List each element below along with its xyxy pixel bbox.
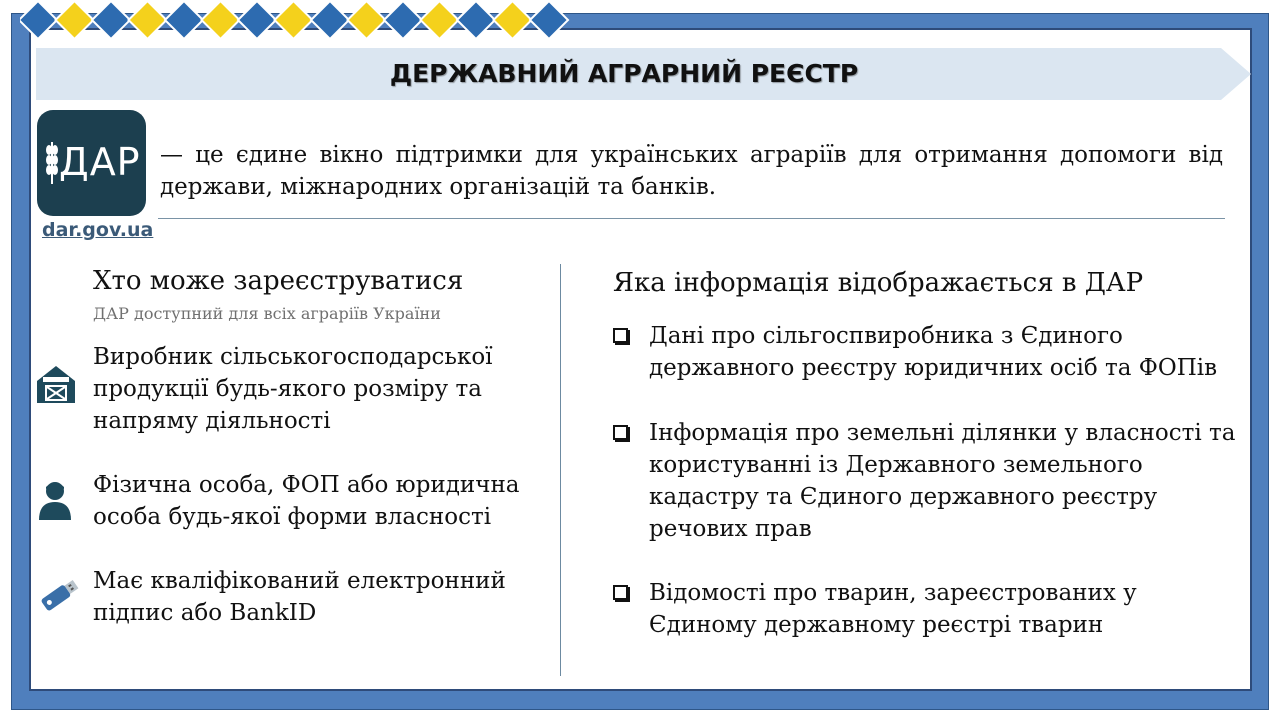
ornament-diamonds	[20, 0, 580, 44]
left-heading: Хто може зареєструватися	[93, 266, 464, 296]
wheat-icon	[45, 138, 59, 186]
ornament-diamond	[275, 1, 313, 39]
checkbox-icon	[613, 585, 628, 600]
dar-website-link[interactable]: dar.gov.ua	[42, 219, 154, 241]
ornament-diamond	[311, 1, 349, 39]
intro-text: — це єдине вікно підтримки для українських аграріїв для отримання допомоги від держави, міжнародних організацій та банків.	[160, 142, 1223, 200]
usb-key-icon	[37, 575, 83, 615]
ornament-diamond	[384, 1, 422, 39]
checkbox-icon	[613, 425, 628, 440]
ornament-diamond	[494, 1, 532, 39]
ornament-diamond	[530, 1, 568, 39]
ornament-diamond	[165, 1, 203, 39]
left-item: Має кваліфікований електронний підпис або BankID	[93, 568, 506, 626]
right-item-text: Дані про сільгоспвиробника з Єдиного державного реєстру юридичних осіб та ФОПів	[649, 323, 1218, 381]
left-item: Виробник сільськогосподарської продукції будь-якого розміру та напряму діяльності	[93, 344, 493, 434]
ornament-diamond	[238, 1, 276, 39]
ornament-diamond	[20, 1, 57, 39]
ornament-diamond	[457, 1, 495, 39]
person-icon	[37, 480, 73, 520]
right-item-text: Відомості про тварин, зареєстрованих у Єдиному державному реєстрі тварин	[649, 580, 1137, 638]
left-subheading: ДАР доступний для всіх аграріїв України	[93, 304, 441, 323]
checkbox-icon	[613, 328, 628, 343]
barn-icon	[35, 363, 77, 405]
right-heading: Яка інформація відображається в ДАР	[613, 268, 1144, 298]
left-item: Фізична особа, ФОП або юридична особа будь-якої форми власності	[93, 472, 520, 530]
divider-horizontal	[158, 218, 1225, 219]
ornament-diamond	[421, 1, 459, 39]
ornament-diamond	[129, 1, 167, 39]
divider-vertical	[560, 264, 561, 676]
ornament-diamond	[92, 1, 130, 39]
ornament-diamond	[56, 1, 94, 39]
right-item-text: Інформація про земельні ділянки у власності та користуванні із Державного земельного кадастру та Єдиного державного реєстру речових прав	[649, 420, 1236, 542]
dar-logo	[37, 110, 146, 216]
ornament-diamond	[202, 1, 240, 39]
page-title: ДЕРЖАВНИЙ АГРАРНИЙ РЕЄСТР	[389, 59, 859, 88]
logo-mark: ДАР	[59, 140, 141, 184]
ornament-diamond	[348, 1, 386, 39]
